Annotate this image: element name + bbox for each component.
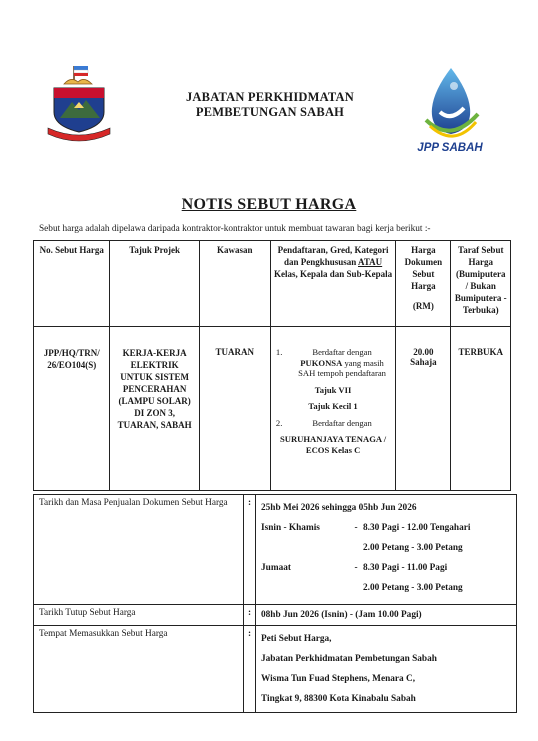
header-harga-label: Harga Dokumen Sebut Harga xyxy=(404,245,443,291)
reg1-text-a: Berdaftar dengan xyxy=(312,347,372,357)
sabah-state-crest-icon xyxy=(44,62,114,146)
header-harga-dokumen xyxy=(396,241,451,327)
header-pendaftaran-post: Kelas, Kepala dan Sub-Kepala xyxy=(274,269,393,279)
cell-taraf: TERBUKA xyxy=(451,327,511,491)
sale-label: Tarikh dan Masa Penjualan Dokumen Sebut Harga xyxy=(34,495,244,605)
close-value: 08hb Jun 2026 (Isnin) - (Jam 10.00 Pagi) xyxy=(256,605,517,626)
header-kawasan: Kawasan xyxy=(199,241,270,327)
table-header-row xyxy=(34,241,511,327)
reg1-text-c: yang masih SAH tempoh pendaftaran xyxy=(298,357,386,378)
reg1-tajuk-kecil: Tajuk Kecil 1 xyxy=(308,401,358,411)
header-harga-unit: (RM) xyxy=(412,301,434,311)
header-tajuk-projek: Tajuk Projek xyxy=(110,241,199,327)
friday-time1: 8.30 Pagi - 11.00 Pagi xyxy=(363,563,448,573)
reg2-organisation: SURUHANJAYA TENAGA / ECOS Kelas C xyxy=(279,434,387,455)
place-label: Tempat Memasukkan Sebut Harga xyxy=(34,626,244,713)
cell-harga xyxy=(396,327,451,491)
place-line4: Tingkat 9, 88300 Kota Kinabalu Sabah xyxy=(261,694,416,704)
reg1-pukonsa: PUKONSA xyxy=(300,357,343,368)
cell-kawasan: TUARAN xyxy=(199,327,270,491)
header-pendaftaran-atau: ATAU xyxy=(358,257,383,267)
details-row-place xyxy=(34,626,517,713)
reg2-number: 2. xyxy=(275,417,283,428)
jpp-logo-text: JPP SABAH xyxy=(417,142,483,154)
notice-title: NOTIS SEBUT HARGA xyxy=(181,196,357,213)
cell-tajuk-projek: KERJA-KERJA ELEKTRIK UNTUK SISTEM PENCERAHAN (LAMPU SOLAR) DI ZON 3, TUARAN, SABAH xyxy=(110,327,199,491)
friday-label: Jumaat xyxy=(261,563,291,573)
department-title-line2: PEMBETUNGAN SABAH xyxy=(195,105,345,119)
details-row-sale xyxy=(34,495,517,605)
weekday-dash: - xyxy=(354,523,358,533)
place-value xyxy=(256,626,517,713)
sale-colon: : xyxy=(244,495,256,605)
close-colon: : xyxy=(244,605,256,626)
place-colon: : xyxy=(244,626,256,713)
friday-time2: 2.00 Petang - 3.00 Petang xyxy=(363,583,463,593)
place-line3: Wisma Tun Fuad Stephens, Menara C, xyxy=(261,674,416,684)
harga-value: 20.00 xyxy=(413,347,434,357)
department-title xyxy=(130,90,410,120)
cell-no-sebut-harga: JPP/HQ/TRN/ 26/EO104(S) xyxy=(34,327,110,491)
place-line2: Jabatan Perkhidmatan Pembetungan Sabah xyxy=(261,654,437,664)
reg1-tajuk: Tajuk VII xyxy=(314,384,352,395)
reg1-number: 1. xyxy=(275,347,283,357)
header-taraf: Taraf Sebut Harga (Bumiputera / Bukan Bumiputera - Terbuka) xyxy=(451,241,511,327)
sale-dates: 25hb Mei 2026 sehingga 05hb Jun 2026 xyxy=(261,503,417,513)
close-label: Tarikh Tutup Sebut Harga xyxy=(34,605,244,626)
details-row-close xyxy=(34,605,517,626)
weekday-time1: 8.30 Pagi - 12.00 Tengahari xyxy=(363,523,471,533)
quotation-table xyxy=(33,240,511,491)
sale-value xyxy=(256,495,517,605)
weekday-label: Isnin - Khamis xyxy=(261,523,320,533)
weekday-time2: 2.00 Petang - 3.00 Petang xyxy=(363,543,463,553)
cell-pendaftaran xyxy=(270,327,395,491)
friday-dash: - xyxy=(354,563,358,573)
department-title-line1: JABATAN PERKHIDMATAN xyxy=(185,90,354,104)
reg2-text-a: Berdaftar dengan xyxy=(312,417,372,428)
details-table xyxy=(33,494,517,713)
harga-note: Sahaja xyxy=(410,357,437,367)
header-no-sebut-harga: No. Sebut Harga xyxy=(34,241,110,327)
notice-intro: Sebut harga adalah dipelawa daripada kontraktor-kontraktor untuk membuat tawaran bagi kerja berikut :- xyxy=(39,224,431,234)
header-pendaftaran-pre: Pendaftaran, Gred, Kategori dan Pengkhususan xyxy=(277,245,389,267)
place-line1: Peti Sebut Harga, xyxy=(261,634,332,644)
water-drop-logo-icon xyxy=(416,64,486,142)
table-row xyxy=(34,327,511,491)
header-pendaftaran xyxy=(270,241,395,327)
